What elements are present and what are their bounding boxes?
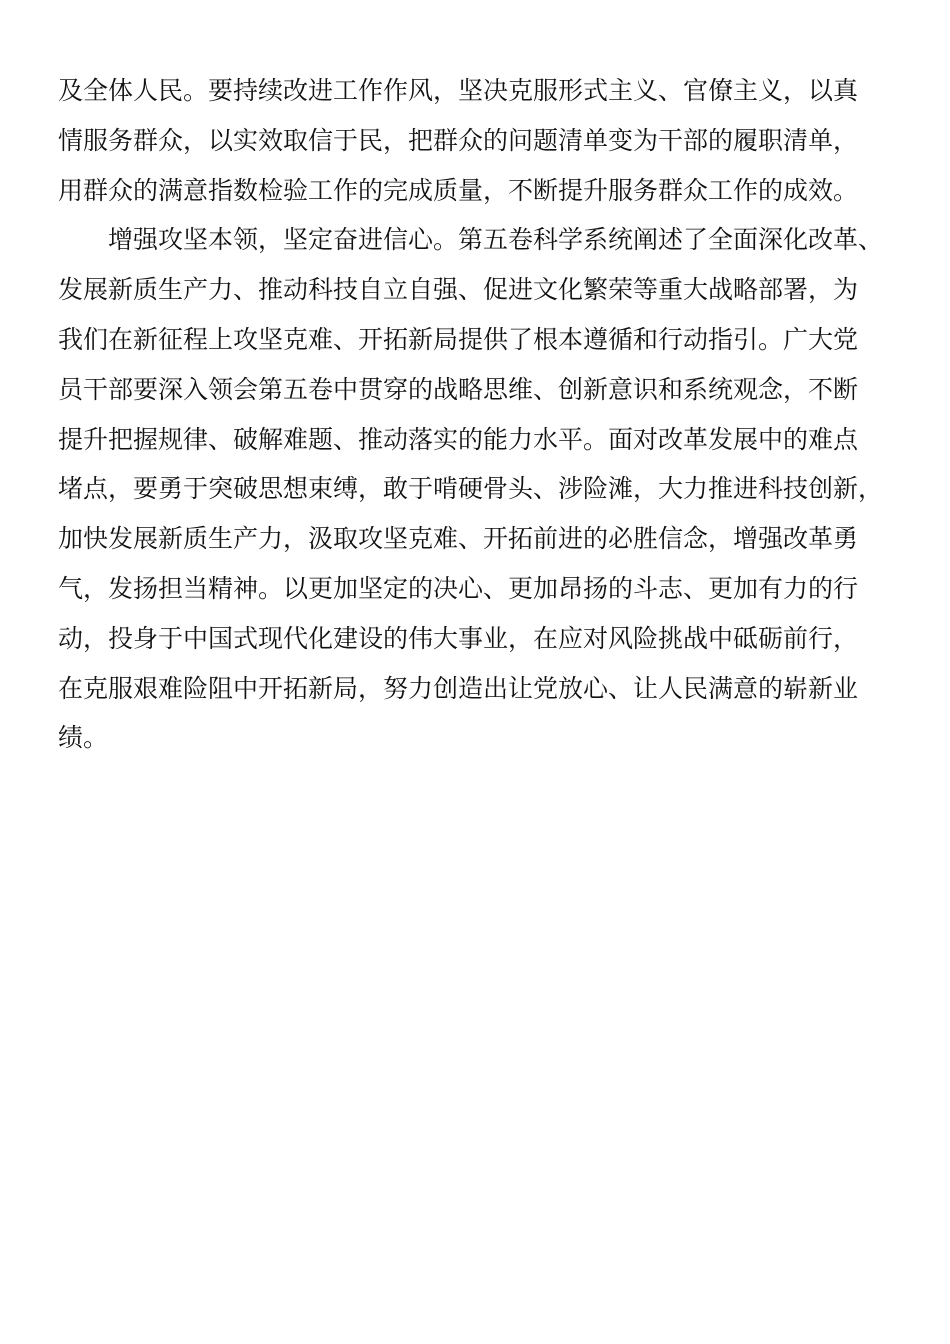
text-line: 用群众的满意指数检验工作的完成质量，不断提升服务群众工作的成效。 <box>58 175 859 205</box>
text-line: 情服务群众，以实效取信于民，把群众的问题清单变为干部的履职清单， <box>58 125 859 155</box>
text-line: 在克服艰难险阻中开拓新局，努力创造出让党放心、让人民满意的崭新业 <box>58 673 859 703</box>
text-line: 气，发扬担当精神。以更加坚定的决心、更加昂扬的斗志、更加有力的行 <box>58 573 859 603</box>
text-line: 堵点，要勇于突破思想束缚，敢于啃硬骨头、涉险滩，大力推进科技创新， <box>58 474 884 504</box>
text-line: 提升把握规律、破解难题、推动落实的能力水平。面对改革发展中的难点 <box>58 424 859 454</box>
text-line: 动，投身于中国式现代化建设的伟大事业，在应对风险挑战中砥砺前行， <box>58 623 859 653</box>
body-text <box>58 66 893 763</box>
paragraph-first-line: 增强攻坚本领，坚定奋进信心。第五卷科学系统阐述了全面深化改革、 <box>108 225 884 255</box>
text-line: 员干部要深入领会第五卷中贯穿的战略思维、创新意识和系统观念，不断 <box>58 374 859 404</box>
text-line: 加快发展新质生产力，汲取攻坚克难、开拓前进的必胜信念，增强改革勇 <box>58 524 859 554</box>
text-line: 及全体人民。要持续改进工作作风，坚决克服形式主义、官僚主义，以真 <box>58 76 859 105</box>
text-line: 绩。 <box>58 723 109 753</box>
text-line: 发展新质生产力、推动科技自立自强、促进文化繁荣等重大战略部署，为 <box>58 275 859 305</box>
text-line: 我们在新征程上攻坚克难、开拓新局提供了根本遵循和行动指引。广大党 <box>58 324 859 354</box>
